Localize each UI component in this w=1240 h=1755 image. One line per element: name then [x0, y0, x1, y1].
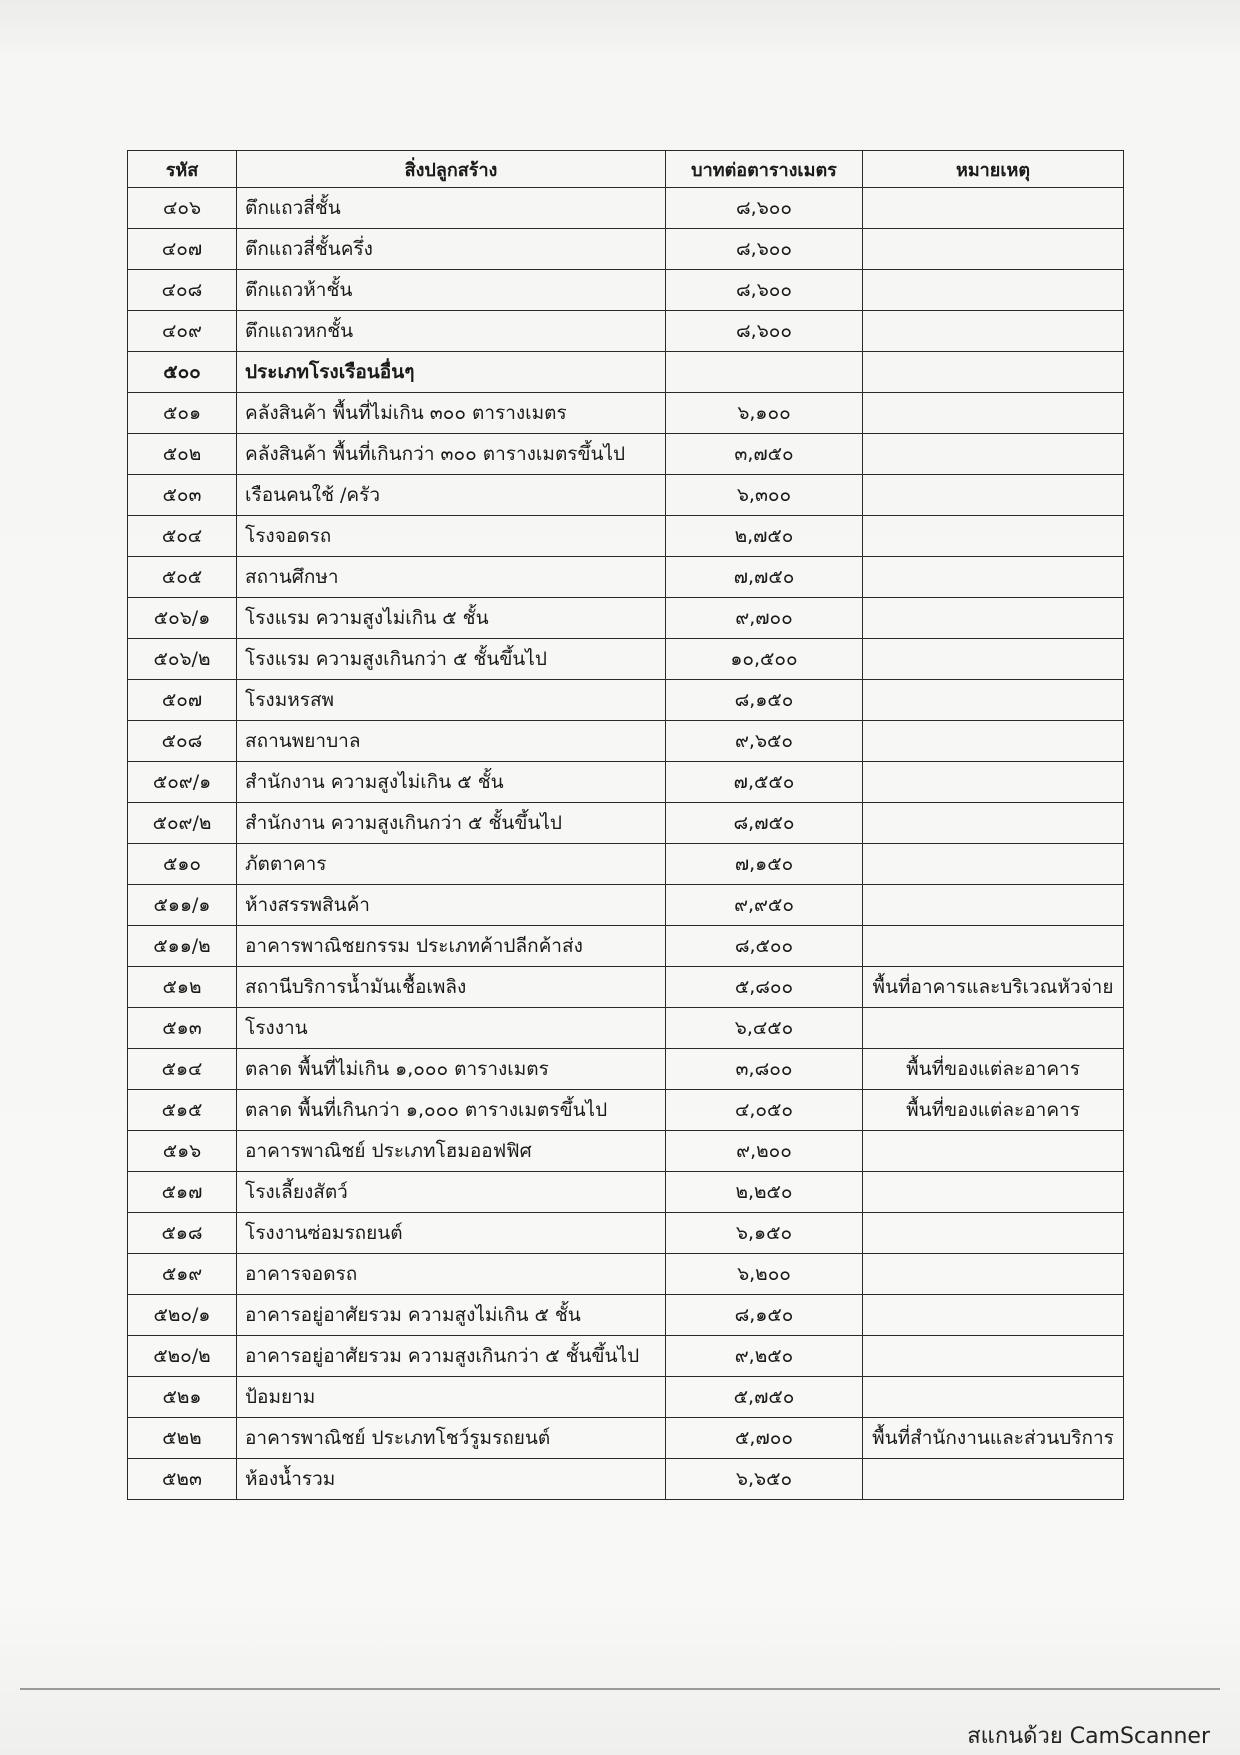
- cell-name: ป้อมยาม: [237, 1377, 666, 1418]
- cell-note: พื้นที่อาคารและบริเวณหัวจ่าย: [863, 967, 1124, 1008]
- table-row: [128, 516, 1124, 557]
- table-row: [128, 434, 1124, 475]
- table-row: [128, 1336, 1124, 1377]
- cell-name: อาคารอยู่อาศัยรวม ความสูงเกินกว่า ๕ ชั้นขึ้นไป: [237, 1336, 666, 1377]
- cell-note: [863, 762, 1124, 803]
- cell-note: [863, 352, 1124, 393]
- cell-name: ประเภทโรงเรือนอื่นๆ: [237, 352, 666, 393]
- cell-price: ๖,๓๐๐: [666, 475, 863, 516]
- cell-name: ตลาด พื้นที่ไม่เกิน ๑,๐๐๐ ตารางเมตร: [237, 1049, 666, 1090]
- cell-name: โรงงาน: [237, 1008, 666, 1049]
- cell-note: [863, 270, 1124, 311]
- cell-code: ๕๑๒: [128, 967, 237, 1008]
- cell-code: ๔๐๖: [128, 188, 237, 229]
- cell-note: [863, 1131, 1124, 1172]
- table-row: [128, 598, 1124, 639]
- cell-note: [863, 1008, 1124, 1049]
- cell-code: ๕๐๒: [128, 434, 237, 475]
- cell-name: โรงมหรสพ: [237, 680, 666, 721]
- table-row: [128, 1377, 1124, 1418]
- cell-code: ๕๑๑/๒: [128, 926, 237, 967]
- cell-price: ๙,๗๐๐: [666, 598, 863, 639]
- table-row: [128, 762, 1124, 803]
- cell-note: [863, 803, 1124, 844]
- cell-note: [863, 188, 1124, 229]
- cell-price: ๖,๖๕๐: [666, 1459, 863, 1500]
- cell-name: โรงจอดรถ: [237, 516, 666, 557]
- cell-note: [863, 229, 1124, 270]
- table-row: [128, 803, 1124, 844]
- cell-note: [863, 516, 1124, 557]
- cell-code: ๕๐๓: [128, 475, 237, 516]
- cell-note: [863, 393, 1124, 434]
- cell-code: ๕๑๗: [128, 1172, 237, 1213]
- cell-price: ๙,๒๐๐: [666, 1131, 863, 1172]
- cell-note: [863, 885, 1124, 926]
- cell-code: ๔๐๗: [128, 229, 237, 270]
- table-header-row: [128, 151, 1124, 188]
- cell-price: ๘,๑๕๐: [666, 1295, 863, 1336]
- cell-note: [863, 1377, 1124, 1418]
- cell-name: โรงเลี้ยงสัตว์: [237, 1172, 666, 1213]
- cell-code: ๕๐๕: [128, 557, 237, 598]
- cell-code: ๕๑๓: [128, 1008, 237, 1049]
- table-row: [128, 1049, 1124, 1090]
- cell-note: [863, 639, 1124, 680]
- cell-price: ๙,๙๕๐: [666, 885, 863, 926]
- cell-note: พื้นที่ของแต่ละอาคาร: [863, 1090, 1124, 1131]
- cell-price: ๗,๕๕๐: [666, 762, 863, 803]
- cell-name: สำนักงาน ความสูงไม่เกิน ๕ ชั้น: [237, 762, 666, 803]
- cell-price: ๒,๒๕๐: [666, 1172, 863, 1213]
- cell-code: ๕๐๐: [128, 352, 237, 393]
- cell-name: โรงงานซ่อมรถยนต์: [237, 1213, 666, 1254]
- cell-note: พื้นที่ของแต่ละอาคาร: [863, 1049, 1124, 1090]
- cell-code: ๕๐๑: [128, 393, 237, 434]
- table-row: [128, 680, 1124, 721]
- table-row: [128, 1131, 1124, 1172]
- table-row: [128, 557, 1124, 598]
- cell-code: ๕๐๙/๒: [128, 803, 237, 844]
- cell-name: ตลาด พื้นที่เกินกว่า ๑,๐๐๐ ตารางเมตรขึ้นไป: [237, 1090, 666, 1131]
- cell-price: ๓,๘๐๐: [666, 1049, 863, 1090]
- cell-price: ๘,๖๐๐: [666, 188, 863, 229]
- scanner-watermark: สแกนด้วย CamScanner: [967, 1724, 1210, 1749]
- cell-code: ๕๐๘: [128, 721, 237, 762]
- table-row: [128, 1213, 1124, 1254]
- cell-code: ๕๒๒: [128, 1418, 237, 1459]
- cell-price: ๘,๗๕๐: [666, 803, 863, 844]
- cell-note: พื้นที่สำนักงานและส่วนบริการ: [863, 1418, 1124, 1459]
- table-row: [128, 1090, 1124, 1131]
- cell-name: อาคารพาณิชย์ ประเภทโฮมออฟฟิศ: [237, 1131, 666, 1172]
- cell-note: [863, 557, 1124, 598]
- cell-price: ๖,๒๐๐: [666, 1254, 863, 1295]
- cell-note: [863, 1172, 1124, 1213]
- cell-price: ๗,๑๕๐: [666, 844, 863, 885]
- table-row: [128, 393, 1124, 434]
- cell-note: [863, 1213, 1124, 1254]
- table-row: [128, 639, 1124, 680]
- table-row: [128, 885, 1124, 926]
- cell-name: อาคารพาณิชย์ ประเภทโชว์รูมรถยนต์: [237, 1418, 666, 1459]
- cell-code: ๕๒๐/๑: [128, 1295, 237, 1336]
- cell-price: ๒,๗๕๐: [666, 516, 863, 557]
- cell-name: ตึกแถวหกชั้น: [237, 311, 666, 352]
- cell-code: ๔๐๘: [128, 270, 237, 311]
- construction-rate-table: [127, 150, 1124, 1500]
- cell-price: ๗,๗๕๐: [666, 557, 863, 598]
- cell-price: ๘,๖๐๐: [666, 229, 863, 270]
- cell-price: ๕,๗๕๐: [666, 1377, 863, 1418]
- table-row: [128, 311, 1124, 352]
- cell-price: ๖,๑๕๐: [666, 1213, 863, 1254]
- cell-note: [863, 926, 1124, 967]
- table-body: [128, 188, 1124, 1500]
- cell-name: โรงแรม ความสูงไม่เกิน ๕ ชั้น: [237, 598, 666, 639]
- cell-code: ๕๒๑: [128, 1377, 237, 1418]
- cell-name: อาคารอยู่อาศัยรวม ความสูงไม่เกิน ๕ ชั้น: [237, 1295, 666, 1336]
- table-row: [128, 1172, 1124, 1213]
- page-bottom-rule: [20, 1688, 1220, 1690]
- cell-name: สำนักงาน ความสูงเกินกว่า ๕ ชั้นขึ้นไป: [237, 803, 666, 844]
- cell-name: ตึกแถวห้าชั้น: [237, 270, 666, 311]
- table-row: [128, 352, 1124, 393]
- cell-note: [863, 434, 1124, 475]
- cell-name: เรือนคนใช้ /ครัว: [237, 475, 666, 516]
- cell-price: ๔,๐๕๐: [666, 1090, 863, 1131]
- cell-price: [666, 352, 863, 393]
- cell-name: ตึกแถวสี่ชั้น: [237, 188, 666, 229]
- cell-price: ๑๐,๕๐๐: [666, 639, 863, 680]
- table-row: [128, 1295, 1124, 1336]
- cell-code: ๕๑๕: [128, 1090, 237, 1131]
- cell-name: โรงแรม ความสูงเกินกว่า ๕ ชั้นขึ้นไป: [237, 639, 666, 680]
- cell-price: ๕,๘๐๐: [666, 967, 863, 1008]
- cell-code: ๕๐๙/๑: [128, 762, 237, 803]
- cell-name: อาคารจอดรถ: [237, 1254, 666, 1295]
- cell-note: [863, 311, 1124, 352]
- cell-note: [863, 1295, 1124, 1336]
- cell-note: [863, 598, 1124, 639]
- cell-note: [863, 1336, 1124, 1377]
- cell-price: ๘,๑๕๐: [666, 680, 863, 721]
- cell-code: ๕๑๔: [128, 1049, 237, 1090]
- cell-name: สถานีบริการน้ำมันเชื้อเพลิง: [237, 967, 666, 1008]
- table-row: [128, 1254, 1124, 1295]
- table-row: [128, 967, 1124, 1008]
- header-code: รหัส: [128, 151, 237, 188]
- cell-name: ภัตตาคาร: [237, 844, 666, 885]
- table-row: [128, 844, 1124, 885]
- cell-note: [863, 475, 1124, 516]
- cell-code: ๕๑๘: [128, 1213, 237, 1254]
- table-row: [128, 1459, 1124, 1500]
- cell-name: ห้างสรรพสินค้า: [237, 885, 666, 926]
- table-row: [128, 926, 1124, 967]
- cell-code: ๕๐๖/๒: [128, 639, 237, 680]
- cell-price: ๘,๕๐๐: [666, 926, 863, 967]
- cell-note: [863, 1254, 1124, 1295]
- cell-price: ๓,๗๕๐: [666, 434, 863, 475]
- cell-code: ๕๑๖: [128, 1131, 237, 1172]
- cell-code: ๕๑๙: [128, 1254, 237, 1295]
- cell-code: ๕๐๖/๑: [128, 598, 237, 639]
- cell-name: สถานพยาบาล: [237, 721, 666, 762]
- cell-name: ตึกแถวสี่ชั้นครึ่ง: [237, 229, 666, 270]
- cell-price: ๖,๔๕๐: [666, 1008, 863, 1049]
- cell-price: ๘,๖๐๐: [666, 270, 863, 311]
- cell-name: อาคารพาณิชยกรรม ประเภทค้าปลีกค้าส่ง: [237, 926, 666, 967]
- cell-name: คลังสินค้า พื้นที่ไม่เกิน ๓๐๐ ตารางเมตร: [237, 393, 666, 434]
- cell-code: ๕๑๐: [128, 844, 237, 885]
- cell-name: คลังสินค้า พื้นที่เกินกว่า ๓๐๐ ตารางเมตรขึ้นไป: [237, 434, 666, 475]
- table-row: [128, 270, 1124, 311]
- cell-price: ๕,๗๐๐: [666, 1418, 863, 1459]
- table-row: [128, 229, 1124, 270]
- cell-code: ๔๐๙: [128, 311, 237, 352]
- table-row: [128, 721, 1124, 762]
- cell-code: ๕๐๗: [128, 680, 237, 721]
- table-row: [128, 1008, 1124, 1049]
- cell-note: [863, 721, 1124, 762]
- header-note: หมายเหตุ: [863, 151, 1124, 188]
- cell-code: ๕๒๓: [128, 1459, 237, 1500]
- cell-price: ๘,๖๐๐: [666, 311, 863, 352]
- cell-price: ๖,๑๐๐: [666, 393, 863, 434]
- cell-code: ๕๒๐/๒: [128, 1336, 237, 1377]
- cell-code: ๕๐๔: [128, 516, 237, 557]
- cell-price: ๙,๒๕๐: [666, 1336, 863, 1377]
- cell-code: ๕๑๑/๑: [128, 885, 237, 926]
- table-row: [128, 475, 1124, 516]
- header-price: บาทต่อตารางเมตร: [666, 151, 863, 188]
- cell-name: ห้องน้ำรวม: [237, 1459, 666, 1500]
- header-name: สิ่งปลูกสร้าง: [237, 151, 666, 188]
- table-row: [128, 1418, 1124, 1459]
- cell-note: [863, 680, 1124, 721]
- cell-name: สถานศึกษา: [237, 557, 666, 598]
- cell-note: [863, 1459, 1124, 1500]
- table-row: [128, 188, 1124, 229]
- cell-price: ๙,๖๕๐: [666, 721, 863, 762]
- cell-note: [863, 844, 1124, 885]
